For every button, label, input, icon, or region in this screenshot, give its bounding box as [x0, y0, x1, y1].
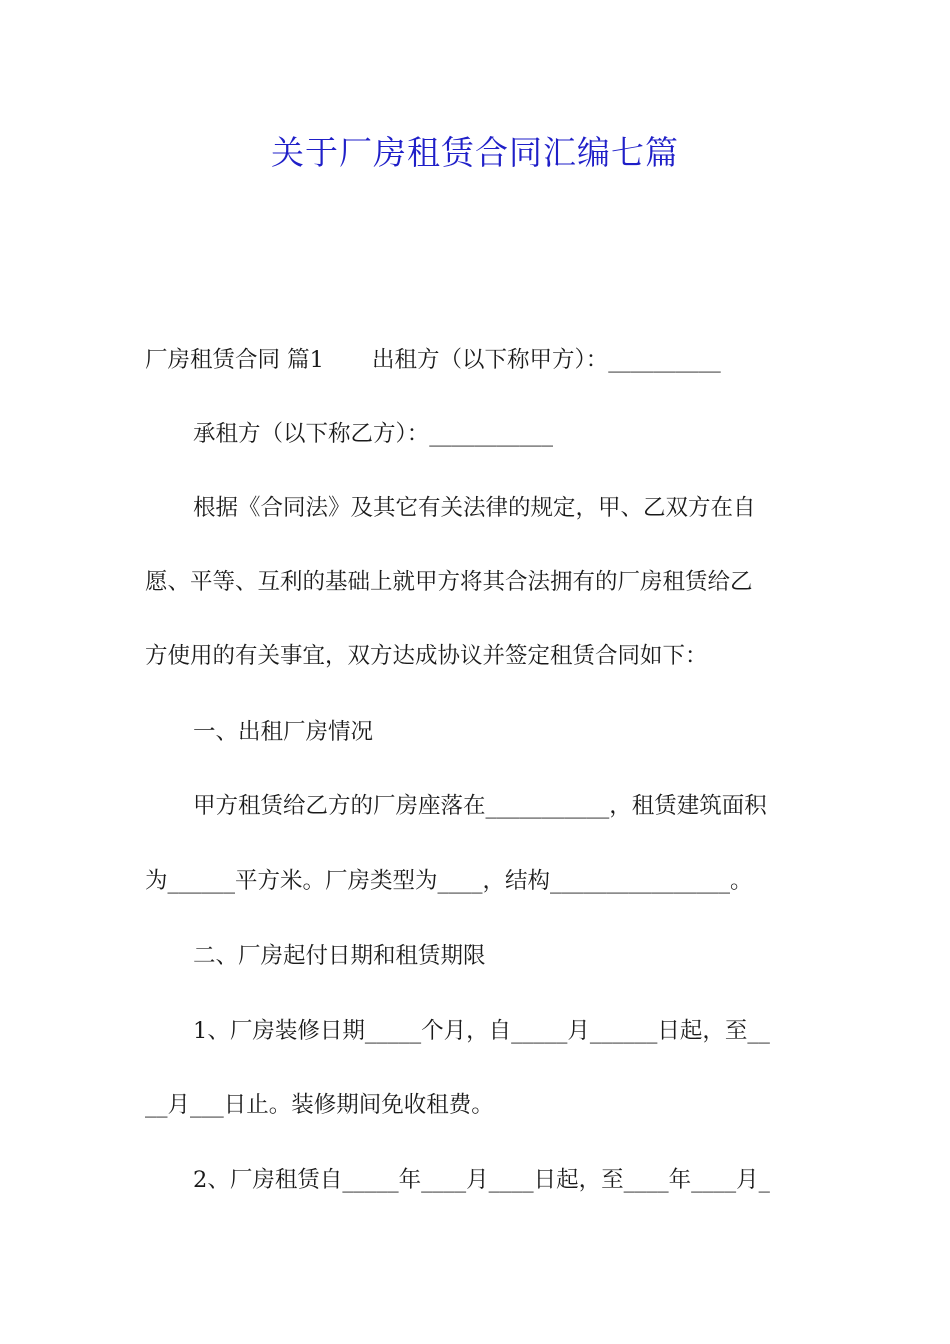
paragraph-line: 1、厂房装修日期_____个月，自_____月______日起，至__: [193, 1018, 770, 1044]
document-title: 关于厂房租赁合同汇编七篇: [271, 133, 679, 172]
paragraph-line: 方使用的有关事宜，双方达成协议并签定租赁合同如下：: [145, 643, 708, 669]
paragraph-line: 愿、平等、互利的基础上就甲方将其合法拥有的厂房租赁给乙: [145, 569, 753, 595]
lessor-line: 出租方（以下称甲方）：__________: [371, 347, 721, 373]
paragraph-line: 甲方租赁给乙方的厂房座落在___________，租赁建筑面积: [193, 793, 767, 819]
clause-heading-2: 二、厂房起付日期和租赁期限: [193, 943, 486, 969]
paragraph-line-1: [145, 340, 845, 380]
paragraph-line: __月___日止。装修期间免收租费。: [145, 1092, 494, 1118]
section-heading-1: 厂房租赁合同 篇1: [145, 347, 324, 373]
lessee-line: 承租方（以下称乙方）：___________: [193, 421, 554, 447]
paragraph-line: 2、厂房租赁自_____年____月____日起，至____年____月_: [193, 1167, 770, 1193]
paragraph-line: 为______平方米。厂房类型为____，结构________________。: [145, 868, 753, 894]
clause-heading-1: 一、出租厂房情况: [193, 719, 374, 745]
paragraph-line: 根据《合同法》及其它有关法律的规定，甲、乙双方在自: [193, 495, 756, 521]
